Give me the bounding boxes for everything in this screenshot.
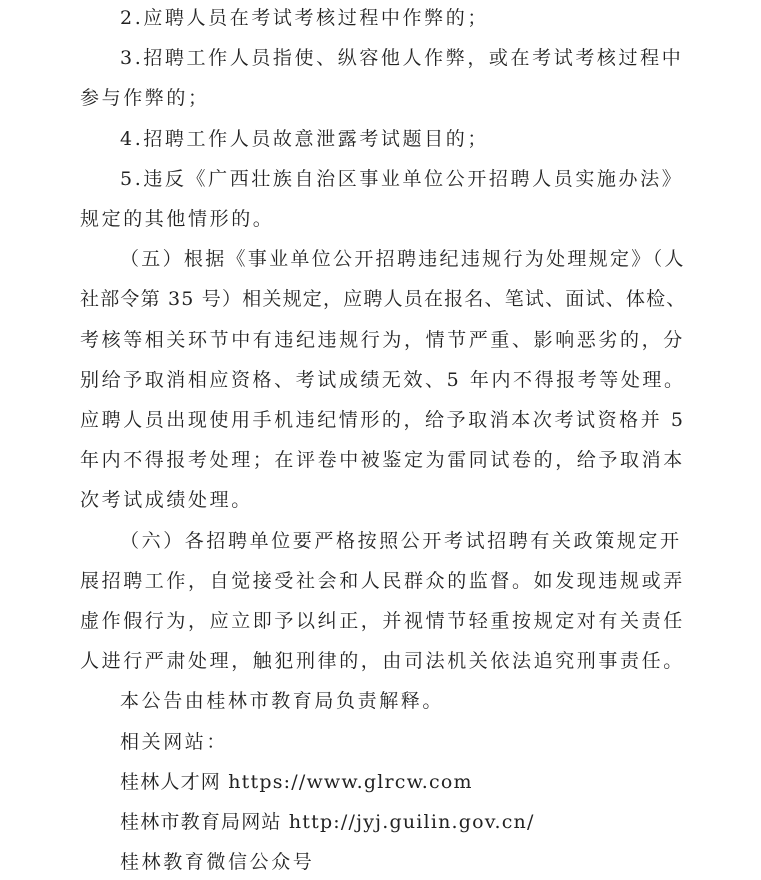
website-line-talent: 桂林人才网 https://www.glrcw.com (120, 771, 473, 793)
text-line: 虚作假行为，应立即予以纠正，并视情节轻重按规定对有关责任 (80, 610, 685, 632)
text-line: 4.招聘工作人员故意泄露考试题目的； (120, 128, 489, 150)
website-line-education-bureau: 桂林市教育局网站 http://jyj.guilin.gov.cn/ (120, 811, 535, 833)
text-line: 本公告由桂林市教育局负责解释。 (120, 690, 445, 712)
text-line: 规定的其他情形的。 (80, 208, 275, 230)
text-line: 别给予取消相应资格、考试成绩无效、5 年内不得报考等处理。 (80, 369, 686, 391)
text-line: 次考试成绩处理。 (80, 489, 253, 511)
section-heading: （六）各招聘单位要严格按照公开考试招聘有关政策规定开 (120, 530, 682, 552)
text-line: 考核等相关环节中有违纪违规行为，情节严重、影响恶劣的，分 (80, 329, 685, 351)
text-line: 人进行严肃处理，触犯刑律的，由司法机关依法追究刑事责任。 (80, 650, 685, 672)
text-line: 社部令第 35 号）相关规定，应聘人员在报名、笔试、面试、体检、 (80, 288, 687, 310)
text-line: 展招聘工作，自觉接受社会和人民群众的监督。如发现违规或弄 (80, 570, 685, 592)
text-line: 2.应聘人员在考试考核过程中作弊的； (120, 7, 489, 29)
text-line: 5.违反《广西壮族自治区事业单位公开招聘人员实施办法》 (120, 168, 684, 190)
text-line: 参与作弊的； (80, 87, 210, 109)
text-line: 相关网站： (120, 731, 229, 753)
wechat-account-line: 桂林教育微信公众号 (120, 851, 315, 873)
text-line: 应聘人员出现使用手机违纪情形的，给予取消本次考试资格并 5 (80, 409, 686, 431)
text-line: 3.招聘工作人员指使、纵容他人作弊，或在考试考核过程中 (120, 47, 684, 69)
text-line: 年内不得报考处理；在评卷中被鉴定为雷同试卷的，给予取消本 (80, 449, 685, 471)
section-heading: （五）根据《事业单位公开招聘违纪违规行为处理规定》（人 (120, 248, 686, 270)
